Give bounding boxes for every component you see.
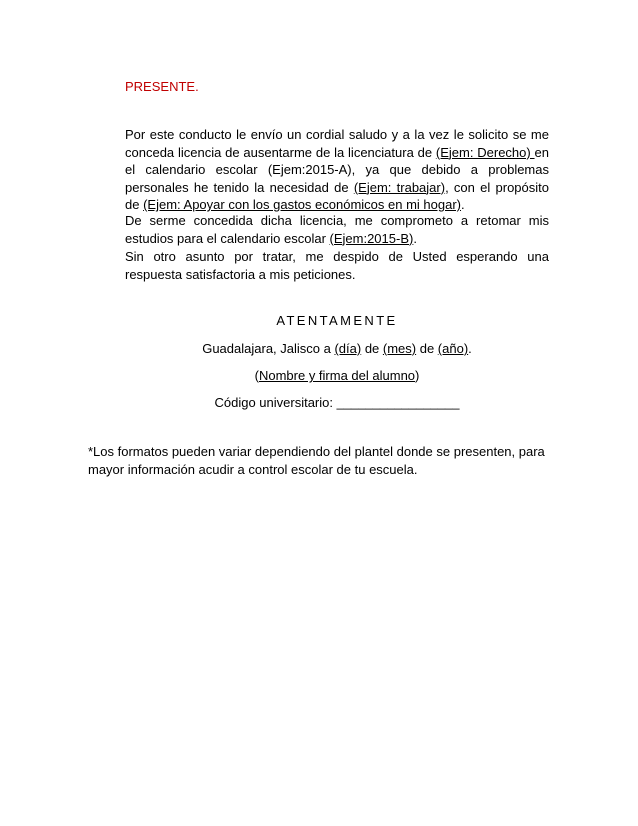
signature-line <box>125 368 549 384</box>
name-signature-placeholder: Nombre y firma del alumno <box>258 368 416 383</box>
presente-heading: PRESENTE. <box>125 79 199 94</box>
paren-open: ( <box>254 368 259 383</box>
day-placeholder: (día) <box>334 341 362 356</box>
request-text-4: . <box>461 197 465 212</box>
return-calendar-example: (Ejem:2015-B) <box>329 230 414 246</box>
format-note: *Los formatos pueden variar dependiendo del plantel donde se presenten, para mayor información acudir a control escolar de tu escuela. <box>88 444 545 477</box>
closing-paragraph: Sin otro asunto por tratar, me despido de Usted esperando una respuesta satisfactoria a mis peticiones. <box>125 249 549 282</box>
commitment-text-1: De serme concedida dicha licencia, me comprometo a retomar mis estudios para el calendario escolar <box>125 213 549 246</box>
commitment-text-2: . <box>413 230 417 246</box>
de-text-2: de <box>416 341 438 356</box>
place-date-line <box>125 341 549 357</box>
student-code-line: Código universitario: _________________ <box>214 395 460 410</box>
commitment-paragraph <box>125 212 549 247</box>
paren-close: ) <box>415 368 420 383</box>
need-example: (Ejem: trabajar) <box>353 179 446 195</box>
request-paragraph <box>125 126 549 214</box>
request-text-2: en el calendario escolar (Ejem:2015-A), ya que debido a problemas personales he tenido la necesidad de <box>125 144 550 195</box>
period-text: . <box>468 341 472 356</box>
year-placeholder: (año) <box>437 341 469 356</box>
place-text: Guadalajara, Jalisco a <box>202 341 335 356</box>
request-text-3: , con el propósito de <box>125 179 549 212</box>
career-example: (Ejem: Derecho) <box>435 144 535 160</box>
atentamente-heading: ATENTAMENTE <box>276 313 398 328</box>
purpose-example: (Ejem: Apoyar con los gastos económicos en mi hogar) <box>143 197 462 212</box>
request-text-1: Por este conducto le envío un cordial saludo y a la vez le solicito se me conceda licencia de ausentarme de la licenciatura de <box>125 127 549 160</box>
de-text-1: de <box>361 341 383 356</box>
month-placeholder: (mes) <box>382 341 417 356</box>
